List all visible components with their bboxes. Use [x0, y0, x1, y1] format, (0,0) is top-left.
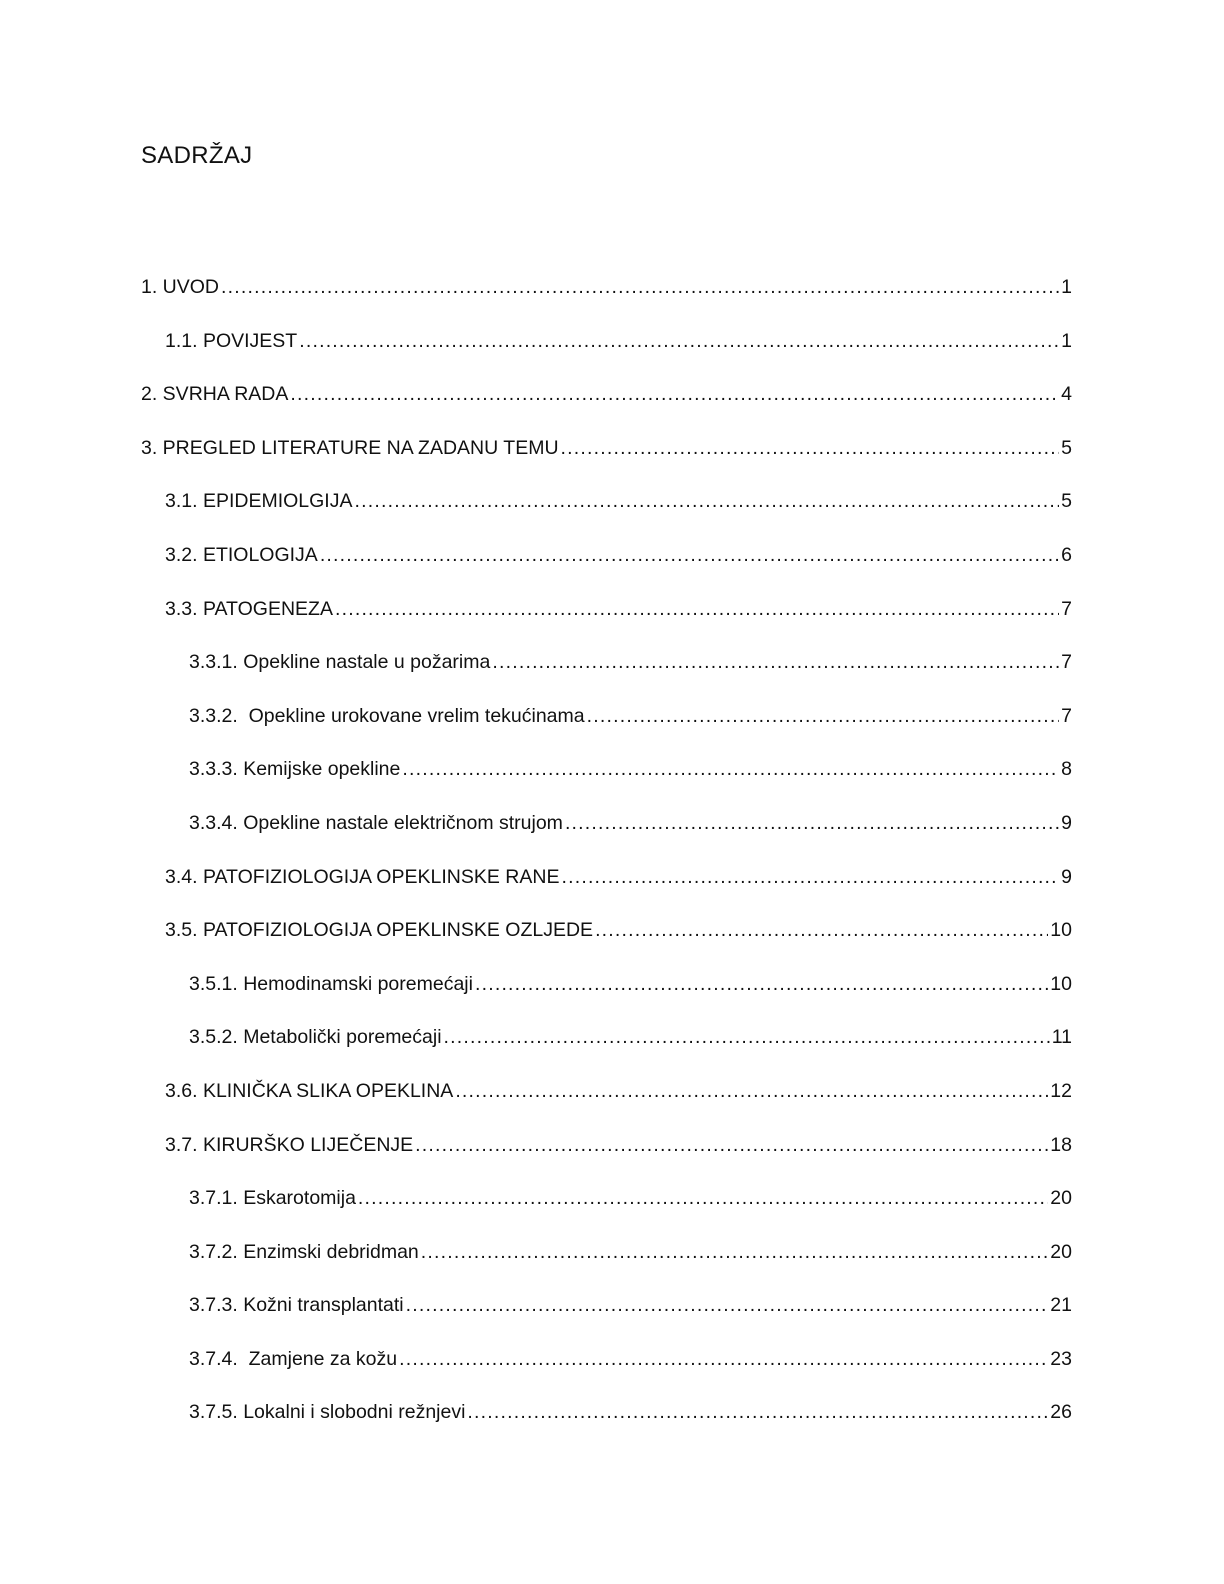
toc-dot-leader: [335, 592, 1059, 626]
toc-entry-page-number: 9: [1061, 811, 1072, 834]
toc-entry-page-number: 5: [1061, 490, 1072, 513]
toc-entry-page-number: 18: [1050, 1133, 1072, 1156]
toc-entry-page-number: 12: [1050, 1079, 1072, 1102]
table-of-contents: [141, 270, 1072, 1449]
toc-dot-leader: [358, 1181, 1048, 1215]
toc-entry[interactable]: [141, 1342, 1072, 1396]
toc-entry[interactable]: [141, 592, 1072, 646]
toc-entry-page-number: 7: [1061, 597, 1072, 620]
toc-entry[interactable]: [141, 806, 1072, 860]
toc-entry[interactable]: [141, 1181, 1072, 1235]
toc-entry[interactable]: [141, 860, 1072, 914]
toc-entry[interactable]: [141, 270, 1072, 324]
toc-dot-leader: [595, 913, 1048, 947]
toc-entry-label: 3.3. PATOGENEZA: [165, 597, 333, 620]
toc-entry-label: 3.2. ETIOLOGIJA: [165, 543, 318, 566]
toc-entry[interactable]: [141, 484, 1072, 538]
toc-dot-leader: [467, 1395, 1048, 1429]
toc-entry-label: 2. SVRHA RADA: [141, 383, 289, 406]
toc-entry[interactable]: [141, 1288, 1072, 1342]
toc-entry-page-number: 23: [1050, 1347, 1072, 1370]
toc-entry[interactable]: [141, 645, 1072, 699]
toc-entry-page-number: 8: [1061, 758, 1072, 781]
toc-entry-label: 3.7.4. Zamjene za kožu: [189, 1347, 398, 1370]
toc-entry-page-number: 10: [1050, 919, 1072, 942]
toc-entry[interactable]: [141, 324, 1072, 378]
toc-entry-page-number: 11: [1051, 1026, 1072, 1049]
toc-entry-page-number: 21: [1050, 1294, 1072, 1317]
toc-entry-page-number: 7: [1061, 651, 1072, 674]
toc-entry-label: 3.5.1. Hemodinamski poremećaji: [189, 972, 473, 995]
toc-entry-page-number: 20: [1050, 1187, 1072, 1210]
toc-entry[interactable]: [141, 699, 1072, 753]
toc-dot-leader: [415, 1128, 1048, 1162]
toc-entry-label: 3.3.3. Kemijske opekline: [189, 758, 401, 781]
toc-entry-page-number: 5: [1061, 436, 1072, 459]
toc-dot-leader: [561, 431, 1060, 465]
toc-entry-label: 3.7.5. Lokalni i slobodni režnjevi: [189, 1401, 466, 1424]
toc-entry-page-number: 1: [1061, 276, 1072, 298]
toc-entry-page-number: 26: [1050, 1401, 1072, 1424]
toc-entry-label: 3.3.1. Opekline nastale u požarima: [189, 651, 491, 674]
toc-entry[interactable]: [141, 1235, 1072, 1289]
toc-dot-leader: [402, 752, 1059, 786]
toc-dot-leader: [475, 967, 1048, 1001]
toc-entry-label: 3. PREGLED LITERATURE NA ZADANU TEMU: [141, 436, 559, 459]
toc-entry-label: 3.4. PATOFIZIOLOGIJA OPEKLINSKE RANE: [165, 865, 560, 888]
toc-entry[interactable]: [141, 431, 1072, 485]
toc-entry-label: 3.6. KLINIČKA SLIKA OPEKLINA: [165, 1079, 454, 1102]
toc-dot-leader: [444, 1020, 1050, 1054]
toc-entry-page-number: 20: [1050, 1240, 1072, 1263]
toc-dot-leader: [492, 645, 1059, 679]
toc-entry[interactable]: [141, 967, 1072, 1021]
toc-entry[interactable]: [141, 377, 1072, 431]
toc-entry-page-number: 4: [1061, 383, 1072, 406]
toc-dot-leader: [406, 1288, 1049, 1322]
toc-entry-page-number: 7: [1061, 704, 1072, 727]
toc-entry-label: 3.1. EPIDEMIOLGIJA: [165, 490, 353, 513]
toc-entry[interactable]: [141, 913, 1072, 967]
toc-dot-leader: [421, 1235, 1049, 1269]
toc-dot-leader: [221, 270, 1059, 304]
toc-entry-page-number: 1: [1061, 329, 1072, 352]
toc-entry[interactable]: [141, 752, 1072, 806]
toc-entry[interactable]: [141, 538, 1072, 592]
toc-dot-leader: [565, 806, 1059, 840]
toc-dot-leader: [587, 699, 1060, 733]
toc-dot-leader: [290, 377, 1059, 411]
toc-entry-page-number: 6: [1061, 543, 1072, 566]
toc-entry-label: 3.7.3. Kožni transplantati: [189, 1294, 404, 1317]
toc-entry-label: 3.7.2. Enzimski debridman: [189, 1240, 419, 1263]
toc-entry-label: 1.1. POVIJEST: [165, 329, 298, 352]
toc-entry[interactable]: [141, 1395, 1072, 1449]
toc-entry-label: 3.5.2. Metabolički poremećaji: [189, 1026, 442, 1049]
toc-entry-label: 3.7. KIRURŠKO LIJEČENJE: [165, 1133, 414, 1156]
page-title: SADRŽAJ: [141, 142, 253, 169]
toc-entry[interactable]: [141, 1020, 1072, 1074]
toc-entry-page-number: 9: [1061, 865, 1072, 888]
toc-entry-page-number: 10: [1050, 972, 1072, 995]
toc-entry-label: 3.7.1. Eskarotomija: [189, 1187, 356, 1210]
toc-dot-leader: [299, 324, 1059, 358]
toc-dot-leader: [561, 860, 1059, 894]
toc-dot-leader: [354, 484, 1059, 518]
toc-entry-label: 3.3.4. Opekline nastale električnom strujom: [189, 811, 563, 834]
toc-entry[interactable]: [141, 1074, 1072, 1128]
toc-entry-label: 3.3.2. Opekline urokovane vrelim tekućinama: [189, 704, 585, 727]
toc-dot-leader: [455, 1074, 1048, 1108]
toc-dot-leader: [320, 538, 1059, 572]
toc-entry-label: 1. UVOD: [141, 276, 220, 298]
toc-dot-leader: [399, 1342, 1048, 1376]
toc-entry[interactable]: [141, 1128, 1072, 1182]
toc-entry-label: 3.5. PATOFIZIOLOGIJA OPEKLINSKE OZLJEDE: [165, 919, 594, 942]
